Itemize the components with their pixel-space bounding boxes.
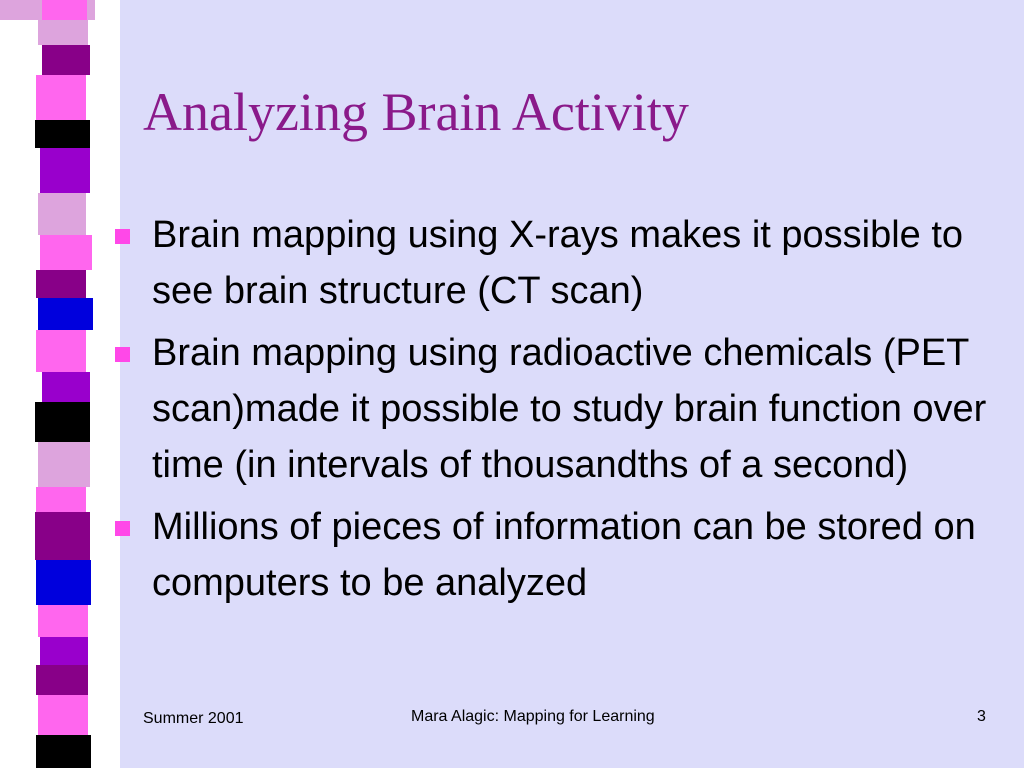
stripe-segment (40, 148, 90, 193)
stripe-segment (38, 298, 93, 330)
decorative-stripe-column (0, 0, 120, 768)
stripe-segment (38, 695, 88, 735)
stripe-segment (35, 402, 90, 442)
stripe-segment (38, 442, 90, 487)
stripe-segment (36, 665, 88, 695)
bullet-text: Millions of pieces of information can be stored on computers to be analyzed (152, 506, 976, 604)
slide-number: 3 (977, 708, 986, 725)
stripe-segment (42, 45, 90, 75)
stripe-segment (38, 20, 88, 45)
bullet-item (115, 207, 1020, 319)
slide-title: Analyzing Brain Activity (143, 82, 689, 142)
stripe-segment (42, 372, 90, 402)
stripe-segment (40, 235, 92, 270)
footer-date: Summer 2001 (143, 710, 244, 727)
square-bullet-icon (115, 521, 130, 536)
bullet-list (115, 207, 1020, 617)
stripe-segment (42, 0, 87, 20)
stripe-segment (35, 120, 90, 148)
stripe-segment (36, 560, 91, 605)
square-bullet-icon (115, 347, 130, 362)
bullet-item (115, 325, 1020, 493)
stripe-segment (36, 735, 91, 768)
stripe-segment (38, 193, 86, 235)
footer-presenter: Mara Alagic: Mapping for Learning (411, 708, 655, 725)
stripe-segment (38, 605, 88, 637)
stripe-segment (36, 270, 86, 298)
stripe-segment (40, 637, 88, 665)
bullet-text: Brain mapping using X-rays makes it possible to see brain structure (CT scan) (152, 214, 964, 312)
bullet-item (115, 499, 1020, 611)
stripe-segment (36, 487, 86, 512)
stripe-segment (36, 330, 86, 372)
square-bullet-icon (115, 229, 130, 244)
bullet-text: Brain mapping using radioactive chemicals (PET scan)made it possible to study brain function over time (in intervals of thousandths of a second) (152, 332, 987, 486)
stripe-segment (36, 75, 86, 120)
stripe-segment (35, 512, 90, 560)
